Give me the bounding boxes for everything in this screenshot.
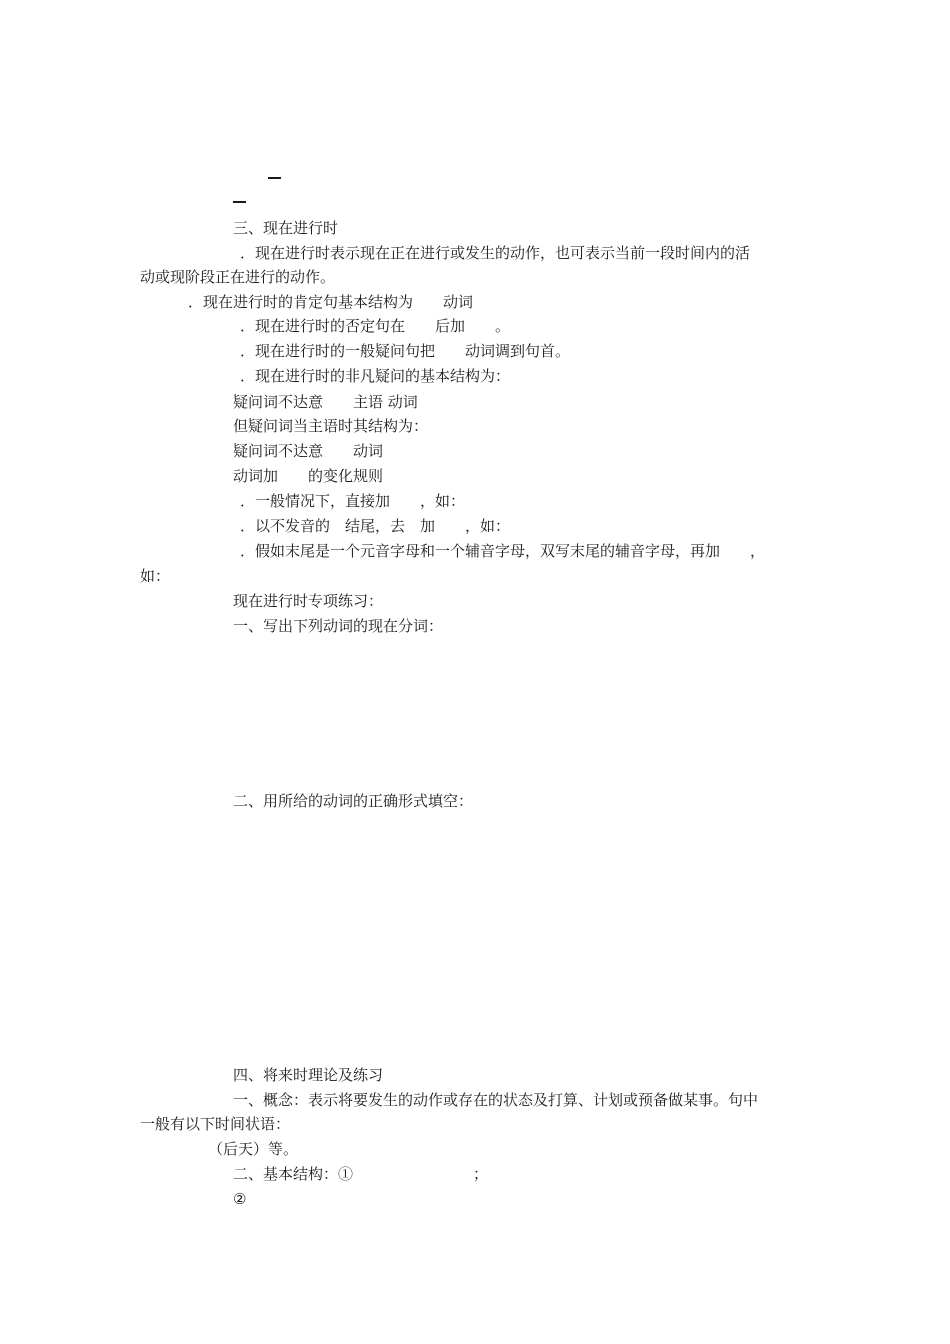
paragraph-line: 疑问词不达意 主语 动词 — [233, 393, 418, 411]
paragraph-line: 动词加 的变化规则 — [233, 467, 384, 485]
paragraph-line: ．一般情况下，直接加 ，如： — [240, 492, 466, 510]
section-heading: 三、现在进行时 — [233, 219, 339, 237]
paragraph-line: 如： — [140, 567, 171, 585]
section-heading: 四、将来时理论及练习 — [233, 1066, 384, 1084]
section-heading: 现在进行时专项练习： — [233, 592, 384, 610]
paragraph-line: ．现在进行时的一般疑问句把 动词调到句首。 — [240, 342, 571, 360]
exercise-heading: 一、写出下列动词的现在分词： — [233, 617, 444, 635]
blank-line — [233, 201, 246, 203]
paragraph-line: ．假如末尾是一个元音字母和一个辅音字母，双写末尾的辅音字母，再加 ， — [240, 542, 766, 560]
paragraph-line: ．现在进行时表示现在正在进行或发生的动作，也可表示当前一段时间内的活 — [240, 244, 751, 262]
paragraph-line: ② — [233, 1190, 247, 1208]
paragraph-line: ．现在进行时的否定句在 后加 。 — [240, 317, 511, 335]
paragraph-line: 但疑问词当主语时其结构为： — [233, 417, 429, 435]
paragraph-line: ．现在进行时的肯定句基本结构为 动词 — [188, 293, 474, 311]
paragraph-line: （后天）等。 — [208, 1140, 299, 1158]
exercise-heading: 二、用所给的动词的正确形式填空： — [233, 792, 474, 810]
paragraph-line: ．以不发音的 结尾，去 加 ，如： — [240, 517, 511, 535]
paragraph-line: ．现在进行时的非凡疑问的基本结构为： — [240, 367, 511, 385]
paragraph-line: 一般有以下时间状语： — [140, 1115, 291, 1133]
paragraph-line: 动或现阶段正在进行的动作。 — [140, 268, 336, 286]
blank-line — [268, 177, 281, 179]
paragraph-line: 二、基本结构：① ； — [233, 1165, 489, 1183]
paragraph-line: 疑问词不达意 动词 — [233, 442, 384, 460]
paragraph-line: 一、概念：表示将要发生的动作或存在的状态及打算、计划或预备做某事。句中 — [233, 1091, 759, 1109]
